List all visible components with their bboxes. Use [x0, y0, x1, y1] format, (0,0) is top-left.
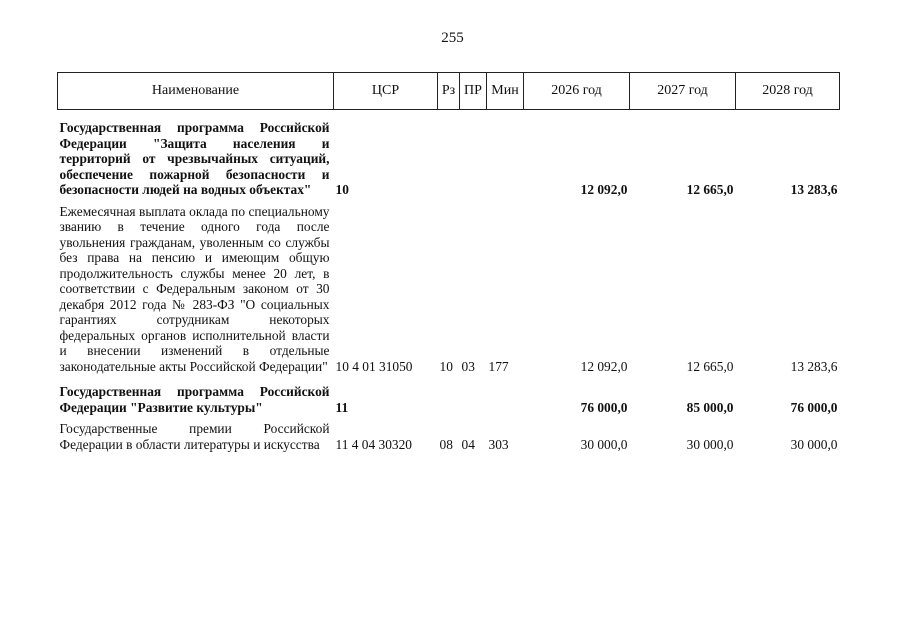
row-2028: 13 283,6 — [790, 358, 838, 374]
row-2027: 12 665,0 — [686, 358, 734, 374]
row-rz: 10 — [439, 358, 453, 374]
page-number: 255 — [441, 30, 464, 46]
row-pr: 03 — [461, 358, 475, 374]
row-csr: 11 4 04 30320 — [335, 436, 412, 452]
row-2026: 12 092,0 — [580, 358, 628, 374]
row-2026: 30 000,0 — [580, 436, 628, 452]
table-row-program — [58, 110, 840, 198]
header-pr: ПР — [460, 73, 487, 110]
row-2027: 85 000,0 — [686, 399, 734, 415]
header-rz: Рз — [438, 73, 460, 110]
row-pr — [460, 110, 487, 198]
row-min — [487, 374, 524, 415]
row-min: 303 — [488, 436, 509, 452]
header-name: Наименование — [58, 73, 334, 110]
row-pr: 04 — [461, 436, 475, 452]
row-2027: 12 665,0 — [686, 182, 734, 197]
row-name: Государственная программа Российской Федерации "Развитие культуры" — [59, 384, 330, 415]
row-min — [487, 110, 524, 198]
table-row-item — [58, 415, 840, 452]
table-row-program — [58, 374, 840, 415]
header-2026: 2026 год — [524, 73, 630, 110]
row-2028: 13 283,6 — [790, 182, 838, 197]
row-2028: 30 000,0 — [790, 436, 838, 452]
row-2026: 76 000,0 — [580, 399, 628, 415]
row-pr — [460, 374, 487, 415]
header-2028: 2028 год — [736, 73, 840, 110]
row-2027: 30 000,0 — [686, 436, 734, 452]
row-rz: 08 — [439, 436, 453, 452]
row-name: Ежемесячная выплата оклада по специальному званию в течение одного года после увольнения гражданам, уволенным со службы без права на пенсию и имеющим общую продолжительность службы менее 20 лет, в соответствии с Федеральным законом от 30 декабря 2012 года № 283-ФЗ "О социальных гарантиях сотрудникам некоторых федеральных органов исполнительной власти и внесении изменений в отдельные законодательные акты Российской Федерации" — [59, 203, 330, 374]
table-header-row — [58, 73, 840, 110]
header-csr: ЦСР — [334, 73, 438, 110]
row-2028: 76 000,0 — [790, 399, 838, 415]
budget-table — [57, 72, 840, 452]
row-rz — [438, 374, 460, 415]
row-csr: 10 — [335, 182, 349, 197]
header-min: Мин — [487, 73, 524, 110]
row-rz — [438, 110, 460, 198]
row-name: Государственные премии Российской Федерации в области литературы и искусства — [59, 421, 330, 452]
row-2026: 12 092,0 — [580, 182, 628, 197]
row-name: Государственная программа Российской Федерации "Защита населения и территорий от чрезвычайных ситуаций, обеспечение пожарной безопасности и безопасности людей на водных объектах" — [59, 120, 330, 197]
table-row-item — [58, 198, 840, 375]
row-csr: 10 4 01 31050 — [335, 358, 413, 374]
header-2027: 2027 год — [630, 73, 736, 110]
row-csr: 11 — [335, 399, 349, 415]
row-min: 177 — [488, 358, 509, 374]
